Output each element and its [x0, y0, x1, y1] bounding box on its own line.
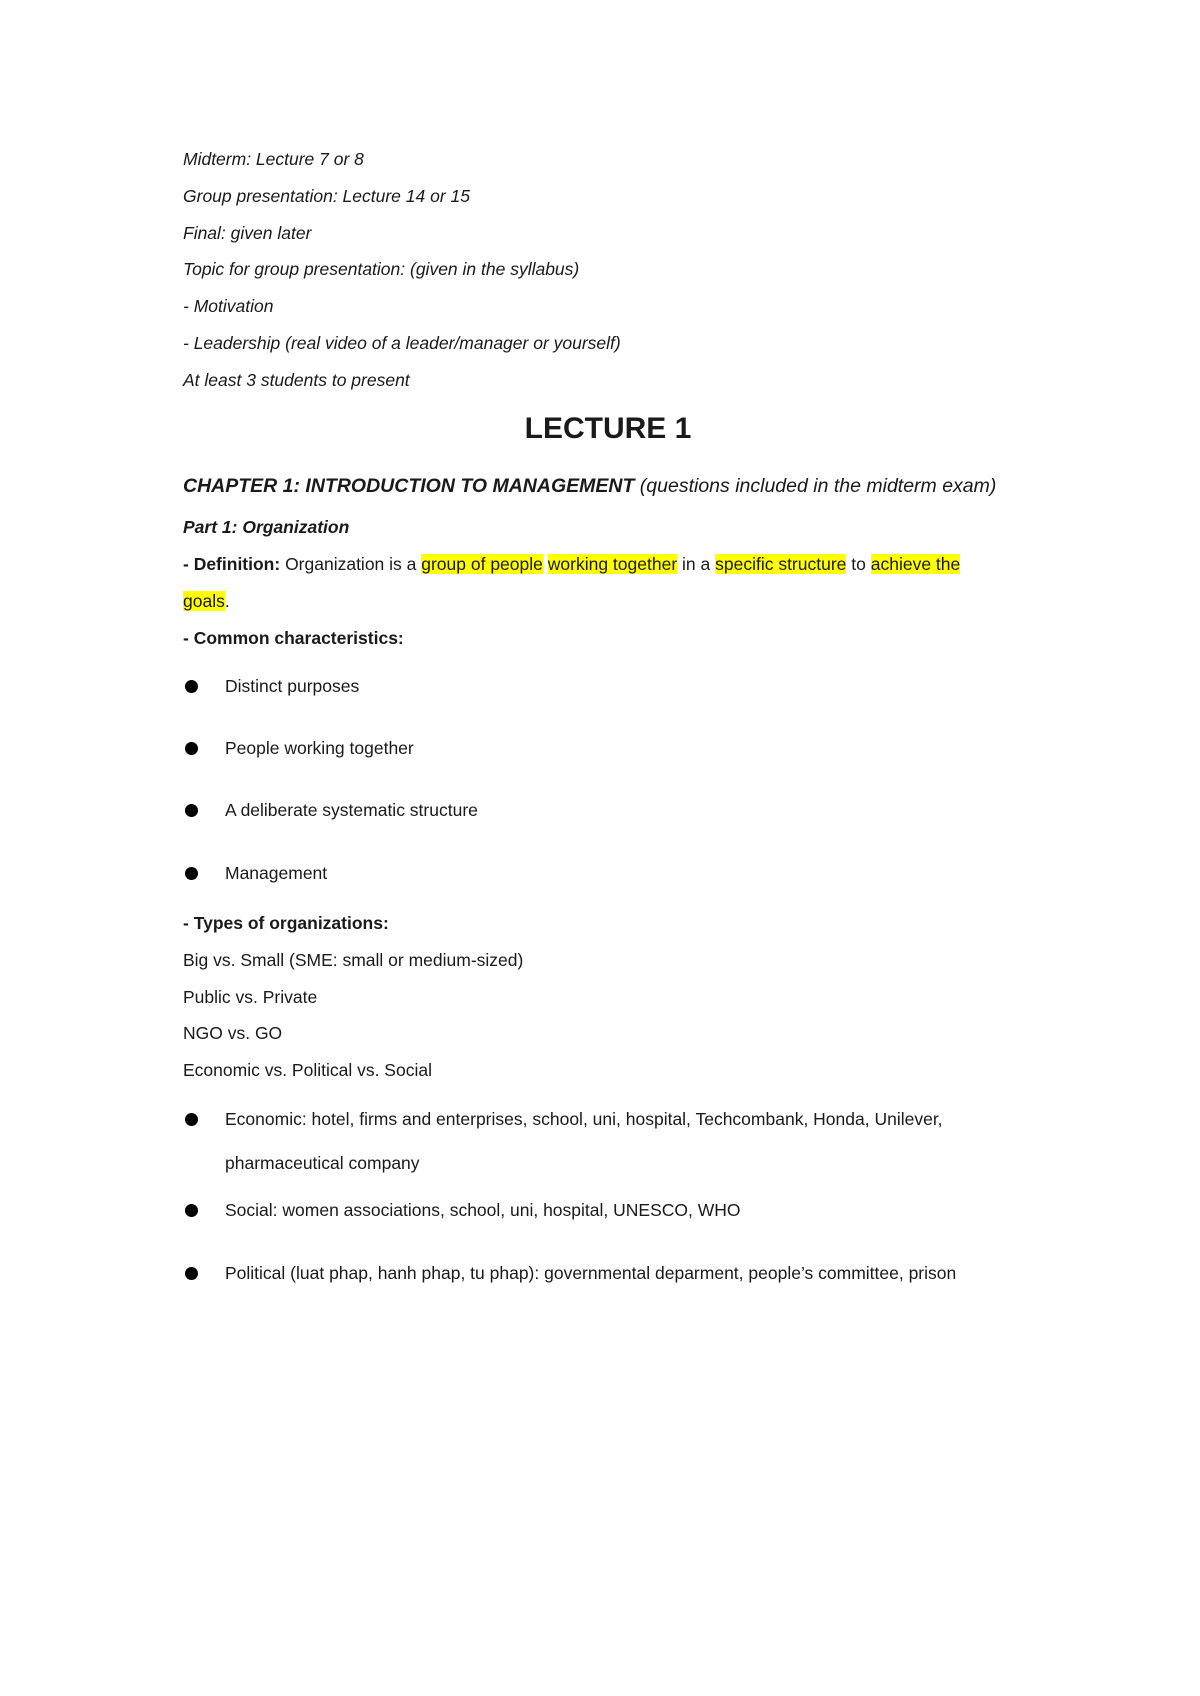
types-label: - Types of organizations:: [183, 913, 389, 933]
type-line: Public vs. Private: [183, 987, 318, 1007]
chapter-main: CHAPTER 1: INTRODUCTION TO MANAGEMENT: [183, 475, 635, 497]
list-item-text: Social: women associations, school, uni, hospital, UNESCO, WHO: [225, 1200, 741, 1220]
topic-line: Topic for group presentation: (given in the syllabus): [183, 259, 580, 279]
highlight-achieve-the: achieve the: [870, 554, 961, 574]
definition-line: [183, 553, 960, 575]
leadership-line: - Leadership (real video of a leader/manager or yourself): [183, 333, 621, 353]
highlight-goals: goals: [183, 591, 225, 611]
group-presentation-line: Group presentation: Lecture 14 or 15: [183, 186, 470, 206]
list-item-text: People working together: [225, 738, 414, 758]
final-line: Final: given later: [183, 223, 312, 243]
list-item-text: Management: [225, 863, 328, 883]
midterm-line: Midterm: Lecture 7 or 8: [183, 149, 364, 169]
type-line: Big vs. Small (SME: small or medium-sized): [183, 950, 524, 970]
part-title: Part 1: Organization: [183, 517, 350, 537]
bullet-icon: [185, 1267, 198, 1280]
type-line: NGO vs. GO: [183, 1023, 283, 1043]
at-least-line: At least 3 students to present: [183, 370, 410, 390]
list-item-text: Political (luat phap, hanh phap, tu phap): governmental deparment, people’s committee, prison: [225, 1263, 957, 1283]
type-line: Economic vs. Political vs. Social: [183, 1060, 432, 1080]
highlight-group-of-people: group of people: [421, 554, 543, 574]
definition-label: - Definition:: [183, 554, 281, 574]
bullet-icon: [185, 867, 198, 880]
chapter-heading: [183, 474, 996, 498]
bullet-icon: [185, 804, 198, 817]
list-item-text: Economic: hotel, firms and enterprises, school, uni, hospital, Techcombank, Honda, Unilever,: [225, 1109, 943, 1129]
definition-text-1: Organization is a: [280, 554, 422, 574]
definition-line-2: [183, 590, 230, 612]
highlight-specific-structure: specific structure: [715, 554, 847, 574]
definition-text-5: .: [224, 591, 230, 611]
highlight-working-together: working together: [547, 554, 678, 574]
definition-text-4: to: [846, 554, 871, 574]
characteristics-label: - Common characteristics:: [183, 628, 404, 648]
list-item-text: A deliberate systematic structure: [225, 800, 478, 820]
definition-text-3: in a: [677, 554, 716, 574]
bullet-icon: [185, 1113, 198, 1126]
chapter-sub: (questions included in the midterm exam): [634, 475, 997, 497]
bullet-icon: [185, 742, 198, 755]
bullet-icon: [185, 1204, 198, 1217]
economic-continuation: pharmaceutical company: [225, 1153, 420, 1173]
list-item-text: Distinct purposes: [225, 676, 360, 696]
lecture-title: LECTURE 1: [524, 412, 692, 445]
motivation-line: - Motivation: [183, 296, 274, 316]
bullet-icon: [185, 680, 198, 693]
